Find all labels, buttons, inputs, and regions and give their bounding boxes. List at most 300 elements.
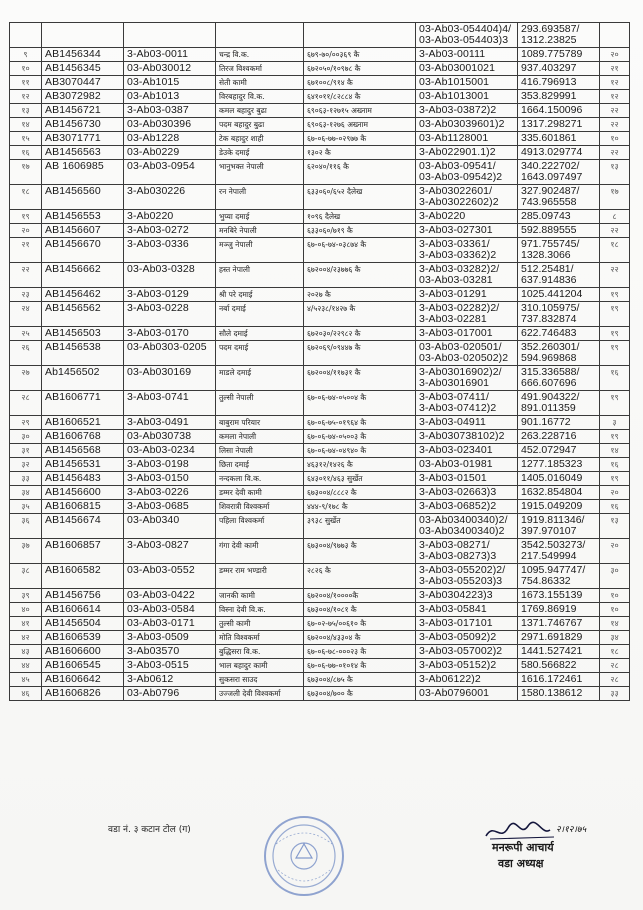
holding-code-cell: [416, 486, 518, 500]
area-cell: [518, 160, 600, 185]
signatory-title: वडा अध्यक्ष: [498, 857, 544, 870]
serial-number-cell: १२: [10, 90, 42, 104]
holder-name-cell: तुल्सी कामी: [216, 617, 304, 631]
record-code-cell: 03-Ab0303-0205: [124, 341, 216, 366]
holding-code-cell: [416, 444, 518, 458]
cell-line: 1643.097497: [521, 171, 583, 183]
holder-name-cell: डेउके दमाई: [216, 146, 304, 160]
cell-line: 891.011359: [521, 402, 576, 414]
holding-code-cell: [416, 539, 518, 564]
serial-number-cell: २५: [10, 327, 42, 341]
table-row: [10, 631, 630, 645]
plot-reference-cell: ६७-०६-७७-०२९७७ कै: [304, 132, 416, 146]
holding-code-cell: [416, 48, 518, 62]
holder-name-cell: मोति विश्वकर्मा: [216, 631, 304, 645]
cell-line: 03-Ab03-054404)4/: [419, 23, 512, 35]
cell-line: 901.16772: [521, 416, 571, 428]
area-cell: [518, 90, 600, 104]
record-code-cell: 3-Ab03-0129: [124, 288, 216, 302]
plot-reference-cell: ४४४-९/१७८ कै: [304, 500, 416, 514]
holding-code-cell: [416, 645, 518, 659]
record-code-cell: 03-Ab0229: [124, 146, 216, 160]
cell-line: 3-Ab03-027301: [419, 224, 493, 236]
cell-line: 1312.23825: [521, 34, 577, 46]
citizen-id-cell: AB3072982: [42, 90, 124, 104]
ward-number-cell: २८: [600, 659, 630, 673]
serial-number-cell: ४१: [10, 617, 42, 631]
table-row: [10, 472, 630, 486]
plot-reference-cell: ६७-०६-७४-०४९४० कै: [304, 444, 416, 458]
cell-line: 3-Ab03-03872)2: [419, 104, 497, 116]
cell-line: 327.902487/: [521, 185, 580, 197]
citizen-id-cell: AB1606614: [42, 603, 124, 617]
cell-line: 3-Ab03-08271/: [419, 539, 490, 551]
area-cell: [518, 603, 600, 617]
citizen-id-cell: AB1606642: [42, 673, 124, 687]
signature-date: २।१२।७५: [556, 825, 587, 835]
table-row: [10, 603, 630, 617]
ward-number-cell: १६: [600, 366, 630, 391]
holder-name-cell: बाबुराम परियार: [216, 416, 304, 430]
citizen-id-cell: AB1606539: [42, 631, 124, 645]
record-code-cell: 03-Ab1015: [124, 76, 216, 90]
cell-line: 03-Ab03039601)2: [419, 118, 505, 130]
table-row: [10, 391, 630, 416]
cell-line: 1095.947747/: [521, 564, 586, 576]
plot-reference-cell: ६७३००४/१०८१ कै: [304, 603, 416, 617]
cell-line: 1580.138612: [521, 687, 583, 699]
area-cell: [518, 486, 600, 500]
holding-code-cell: [416, 238, 518, 263]
plot-reference-cell: ६७-०६-७७-०१०१४ कै: [304, 659, 416, 673]
holder-name-cell: भानुभक्त नेपाली: [216, 160, 304, 185]
cell-line: 03-Ab0796001: [419, 687, 490, 699]
cell-line: 594.969868: [521, 352, 577, 364]
holding-code-cell: [416, 160, 518, 185]
record-code-cell: 03-Ab03-0954: [124, 160, 216, 185]
ward-number-cell: १४: [600, 444, 630, 458]
citizen-id-cell: AB1606521: [42, 416, 124, 430]
plot-reference-cell: २०२७ कै: [304, 288, 416, 302]
ward-number-cell: २०: [600, 486, 630, 500]
holding-code-cell: [416, 327, 518, 341]
ward-number-cell: १८: [600, 645, 630, 659]
record-code-cell: 3-Ab03570: [124, 645, 216, 659]
ward-number-cell: २२: [600, 146, 630, 160]
cell-line: 452.072947: [521, 444, 577, 456]
table-row: [10, 185, 630, 210]
citizen-id-cell: AB1456674: [42, 514, 124, 539]
plot-reference-cell: ६४३०११/४६३ सुर्खेत: [304, 472, 416, 486]
serial-number-cell: २०: [10, 224, 42, 238]
serial-number-cell: ४०: [10, 603, 42, 617]
area-cell: [518, 104, 600, 118]
cell-line: 3-Ab03-055202)2/: [419, 564, 506, 576]
plot-reference-cell: ६७२००४/११७३१ कै: [304, 366, 416, 391]
citizen-id-cell: AB3070447: [42, 76, 124, 90]
plot-reference-cell: ६९०६३-१२७१५ अख्नाम: [304, 104, 416, 118]
cell-line: 03-Ab03-03281: [419, 274, 493, 286]
record-code-cell: 3-Ab0612: [124, 673, 216, 687]
citizen-id-cell: AB1456721: [42, 104, 124, 118]
cell-line: 1919.811346/: [521, 514, 585, 526]
plot-reference-cell: ६४१०११/८२८८४ कै: [304, 90, 416, 104]
holder-name-cell: विरबहादुर वि.क.: [216, 90, 304, 104]
citizen-id-cell: AB1456462: [42, 288, 124, 302]
cell-line: 1441.527421: [521, 645, 583, 657]
cell-line: 3-Ab03-05841: [419, 603, 487, 615]
cell-line: 1405.016049: [521, 472, 583, 484]
plot-reference-cell: ६७३००४/८७५ कै: [304, 673, 416, 687]
table-row: [10, 210, 630, 224]
cell-line: 3-Ab03-03282)2/: [419, 263, 500, 275]
serial-number-cell: २७: [10, 366, 42, 391]
holder-name-cell: चन्द्र वि.क.: [216, 48, 304, 62]
serial-number-cell: २८: [10, 391, 42, 416]
holding-code-cell: [416, 564, 518, 589]
holding-code-cell: [416, 23, 518, 48]
area-cell: [518, 687, 600, 701]
plot-reference-cell: ६९०६३-१२७६ अख्नाम: [304, 118, 416, 132]
record-code-cell: 03-Ab0796: [124, 687, 216, 701]
cell-line: 217.549994: [521, 550, 577, 562]
plot-reference-cell: ६३३०६०/७१९ कै: [304, 224, 416, 238]
table-row: [10, 645, 630, 659]
holding-code-cell: [416, 302, 518, 327]
citizen-id-cell: AB3071771: [42, 132, 124, 146]
cell-line: 3-Ab03-05152)2: [419, 659, 497, 671]
serial-number-cell: ३५: [10, 500, 42, 514]
holding-code-cell: [416, 104, 518, 118]
serial-number-cell: १४: [10, 118, 42, 132]
holder-name-cell: नन्दकला वि.क.: [216, 472, 304, 486]
area-cell: [518, 76, 600, 90]
holding-code-cell: [416, 132, 518, 146]
cell-line: 416.796913: [521, 76, 577, 88]
record-code-cell: 03-Ab03-0422: [124, 589, 216, 603]
holding-code-cell: [416, 62, 518, 76]
area-cell: [518, 23, 600, 48]
record-code-cell: 03-Ab030396: [124, 118, 216, 132]
citizen-id-cell: AB1456756: [42, 589, 124, 603]
table-row: [10, 444, 630, 458]
holding-code-cell: [416, 263, 518, 288]
holder-name-cell: भाल बहादुर कामी: [216, 659, 304, 673]
cell-line: 397.970107: [521, 525, 577, 537]
cell-line: 03-Ab03-054403)3: [419, 34, 509, 46]
area-cell: [518, 564, 600, 589]
cell-line: 3-Ab03-02663)3: [419, 486, 497, 498]
cell-line: 03-Ab03-09542)2: [419, 171, 503, 183]
cell-line: 754.86332: [521, 575, 571, 587]
record-code-cell: 3-Ab03-0685: [124, 500, 216, 514]
cell-line: 743.965558: [521, 196, 577, 208]
record-code-cell: 3-Ab03-0170: [124, 327, 216, 341]
record-code-cell: 3-Ab03-0150: [124, 472, 216, 486]
cell-line: 1277.185323: [521, 458, 583, 470]
holder-name-cell: माडले दमाई: [216, 366, 304, 391]
record-code-cell: 3-Ab03-0509: [124, 631, 216, 645]
plot-reference-cell: ६७-०६-७४-०५००४ कै: [304, 391, 416, 416]
cell-line: 1616.172461: [521, 673, 583, 685]
record-code-cell: 03-Ab03-0328: [124, 263, 216, 288]
citizen-id-cell: AB1456562: [42, 302, 124, 327]
holder-name-cell: [216, 23, 304, 48]
record-code-cell: 3-Ab03-0198: [124, 458, 216, 472]
table-row: [10, 132, 630, 146]
holder-name-cell: लिसा नेपाली: [216, 444, 304, 458]
table-row: [10, 416, 630, 430]
cell-line: 03-Ab03-09541/: [419, 160, 496, 172]
cell-line: 1673.155139: [521, 589, 583, 601]
ward-number-cell: १९: [600, 288, 630, 302]
cell-line: 3-Ab03-07412)2: [419, 402, 497, 414]
area-cell: [518, 500, 600, 514]
cell-line: 3-Ab03-01501: [419, 472, 487, 484]
record-code-cell: 03-Ab1013: [124, 90, 216, 104]
cell-line: 2971.691829: [521, 631, 583, 643]
area-cell: [518, 146, 600, 160]
plot-reference-cell: ६७३००४/९७७३ कै: [304, 539, 416, 564]
table-row: [10, 160, 630, 185]
ward-number-cell: ३०: [600, 564, 630, 589]
area-cell: [518, 238, 600, 263]
plot-reference-cell: [304, 23, 416, 48]
plot-reference-cell: ४६३१२/१४२६ कै: [304, 458, 416, 472]
table-row: [10, 366, 630, 391]
ward-number-cell: १६: [600, 458, 630, 472]
table-row: [10, 617, 630, 631]
serial-number-cell: ३९: [10, 589, 42, 603]
table-row: [10, 90, 630, 104]
ward-number-cell: १९: [600, 327, 630, 341]
cell-line: 592.889555: [521, 224, 577, 236]
table-row: [10, 589, 630, 603]
serial-number-cell: १०: [10, 62, 42, 76]
holding-code-cell: [416, 224, 518, 238]
cell-line: 352.260301/: [521, 341, 580, 353]
cell-line: 1328.3066: [521, 249, 571, 261]
cell-line: 3-Ab03-07411/: [419, 391, 489, 403]
cell-line: 1089.775789: [521, 48, 583, 60]
serial-number-cell: ९: [10, 48, 42, 62]
area-cell: [518, 210, 600, 224]
holder-name-cell: सुकसरा साउद: [216, 673, 304, 687]
cell-line: 3-Ab03-02281: [419, 313, 487, 325]
record-code-cell: 3-Ab03-0827: [124, 539, 216, 564]
ward-number-cell: १६: [600, 500, 630, 514]
table-row: [10, 146, 630, 160]
serial-number-cell: ४५: [10, 673, 42, 687]
serial-number-cell: ४६: [10, 687, 42, 701]
serial-number-cell: ३७: [10, 539, 42, 564]
cell-line: 3-Ab0304223)3: [419, 589, 493, 601]
serial-number-cell: २६: [10, 341, 42, 366]
record-code-cell: [124, 23, 216, 48]
plot-reference-cell: ६७-०६-७४-०५००३ कै: [304, 430, 416, 444]
holding-code-cell: [416, 500, 518, 514]
plot-reference-cell: ६२०४०/११६ कै: [304, 160, 416, 185]
record-code-cell: 03-Ab03-0171: [124, 617, 216, 631]
holder-name-cell: उज्जली देवी विश्वकर्मा: [216, 687, 304, 701]
area-cell: [518, 366, 600, 391]
area-cell: [518, 391, 600, 416]
cell-line: 3-Ab030738102)2: [419, 430, 505, 442]
citizen-id-cell: AB1456730: [42, 118, 124, 132]
holder-name-cell: कमल बहादुर बुढा: [216, 104, 304, 118]
holding-code-cell: [416, 288, 518, 302]
cell-line: 310.105975/: [521, 302, 580, 314]
holding-code-cell: [416, 118, 518, 132]
ward-number-cell: १९: [600, 430, 630, 444]
cell-line: 3-Ab0220: [419, 210, 466, 222]
table-row: [10, 288, 630, 302]
record-code-cell: 3-Ab03-0515: [124, 659, 216, 673]
holding-code-cell: [416, 90, 518, 104]
record-code-cell: 03-Ab1228: [124, 132, 216, 146]
ward-number-cell: १८: [600, 238, 630, 263]
record-code-cell: 3-Ab03-0272: [124, 224, 216, 238]
area-cell: [518, 288, 600, 302]
area-cell: [518, 458, 600, 472]
table-row: [10, 224, 630, 238]
cell-line: 1025.441204: [521, 288, 583, 300]
holding-code-cell: [416, 416, 518, 430]
plot-reference-cell: ६७१००८/९१४ कै: [304, 76, 416, 90]
area-cell: [518, 263, 600, 288]
cell-line: 3-Ab03016901: [419, 377, 490, 389]
table-row: [10, 327, 630, 341]
record-code-cell: 3-Ab030226: [124, 185, 216, 210]
holder-name-cell: बुद्धिसरा वि.क.: [216, 645, 304, 659]
cell-line: 03-Ab03400340)2: [419, 525, 505, 537]
cell-line: 3-Ab03-02282)2/: [419, 302, 500, 314]
ward-number-cell: २२: [600, 224, 630, 238]
serial-number-cell: १७: [10, 160, 42, 185]
cell-line: 285.09743: [521, 210, 571, 222]
holder-name-cell: सौले दमाई: [216, 327, 304, 341]
cell-line: 3-Ab03-03361/: [419, 238, 490, 250]
cell-line: 971.755745/: [521, 238, 580, 250]
record-code-cell: 3-Ab03-0336: [124, 238, 216, 263]
record-code-cell: 3-Ab0220: [124, 210, 216, 224]
serial-number-cell: ३२: [10, 458, 42, 472]
record-code-cell: 03-Ab030738: [124, 430, 216, 444]
citizen-id-cell: AB1456553: [42, 210, 124, 224]
citizen-id-cell: AB1606857: [42, 539, 124, 564]
cell-line: 293.693587/: [521, 23, 580, 35]
cell-line: 3-Ab03-00111: [419, 48, 486, 60]
holder-name-cell: पहिला विश्वकर्मा: [216, 514, 304, 539]
citizen-id-cell: Ab1456502: [42, 366, 124, 391]
holder-name-cell: भुप्या दमाई: [216, 210, 304, 224]
serial-number-cell: २३: [10, 288, 42, 302]
cell-line: 3-Ab03022601/: [419, 185, 493, 197]
area-cell: [518, 589, 600, 603]
serial-number-cell: १९: [10, 210, 42, 224]
ward-number-cell: ३३: [600, 687, 630, 701]
cell-line: 3-Ab03-04911: [419, 416, 486, 428]
holding-code-cell: [416, 687, 518, 701]
plot-reference-cell: ६७२००४/१००००कै: [304, 589, 416, 603]
cell-line: 03-Ab03-01981: [419, 458, 493, 470]
plot-reference-cell: ६७२०५०/१०९७८ कै: [304, 62, 416, 76]
cell-line: 1317.298271: [521, 118, 583, 130]
table-row: [10, 500, 630, 514]
record-code-cell: 3-Ab03-0491: [124, 416, 216, 430]
ward-number-cell: १२: [600, 90, 630, 104]
serial-number-cell: २९: [10, 416, 42, 430]
holding-code-cell: [416, 185, 518, 210]
serial-number-cell: ३०: [10, 430, 42, 444]
table-row: [10, 430, 630, 444]
citizen-id-cell: AB1606600: [42, 645, 124, 659]
holding-code-cell: [416, 341, 518, 366]
cell-line: 3-Ab03016902)2/: [419, 366, 502, 378]
plot-reference-cell: ६७-०६-७८-०००२३ कै: [304, 645, 416, 659]
record-code-cell: 03-Ab03-0584: [124, 603, 216, 617]
ward-number-cell: १९: [600, 341, 630, 366]
ward-number-cell: २०: [600, 539, 630, 564]
signatory-name: मनरूपी आचार्य: [492, 841, 554, 854]
plot-reference-cell: ६७२०६९/०९४४७ कै: [304, 341, 416, 366]
table-row: [10, 458, 630, 472]
citizen-id-cell: AB1456538: [42, 341, 124, 366]
area-cell: [518, 539, 600, 564]
table-row: [10, 238, 630, 263]
cell-line: 335.601861: [521, 132, 577, 144]
ward-number-cell: १७: [600, 185, 630, 210]
ward-number-cell: ३४: [600, 631, 630, 645]
holding-code-cell: [416, 458, 518, 472]
table-row: [10, 62, 630, 76]
record-code-cell: 03-Ab030012: [124, 62, 216, 76]
serial-number-cell: २२: [10, 263, 42, 288]
area-cell: [518, 472, 600, 486]
cell-line: 3542.503273/: [521, 539, 586, 551]
cell-line: 737.832874: [521, 313, 577, 325]
holding-code-cell: [416, 617, 518, 631]
cell-line: 3-Ab03-06852)2: [419, 500, 497, 512]
plot-reference-cell: ४/५२३८/१४२७ कै: [304, 302, 416, 327]
serial-number-cell: ३४: [10, 486, 42, 500]
holder-name-cell: नर्बा दमाई: [216, 302, 304, 327]
serial-number-cell: [10, 23, 42, 48]
plot-reference-cell: ६७-०६-७५-०१९६४ कै: [304, 416, 416, 430]
citizen-id-cell: AB1456568: [42, 444, 124, 458]
record-code-cell: 3-Ab03-0226: [124, 486, 216, 500]
cell-line: 937.403297: [521, 62, 577, 74]
area-cell: [518, 185, 600, 210]
ward-office-seal: [262, 814, 346, 898]
plot-reference-cell: ६७३००४/८८८२ कै: [304, 486, 416, 500]
area-cell: [518, 118, 600, 132]
cell-line: 03-Ab03400340)2/: [419, 514, 508, 526]
citizen-id-cell: AB1456662: [42, 263, 124, 288]
table-row: [10, 659, 630, 673]
holding-code-cell: [416, 603, 518, 617]
plot-reference-cell: ३९३८ सुर्खेत: [304, 514, 416, 539]
serial-number-cell: २१: [10, 238, 42, 263]
record-code-cell: 03-Ab030169: [124, 366, 216, 391]
citizen-id-cell: AB1456503: [42, 327, 124, 341]
cell-line: 3-Ab06122)2: [419, 673, 481, 685]
table-body: [10, 23, 630, 701]
table-row: [10, 104, 630, 118]
plot-reference-cell: ६७-०२-७५/००६१० कै: [304, 617, 416, 631]
cell-line: 03-Ab03001021: [419, 62, 496, 74]
table-row: [10, 341, 630, 366]
